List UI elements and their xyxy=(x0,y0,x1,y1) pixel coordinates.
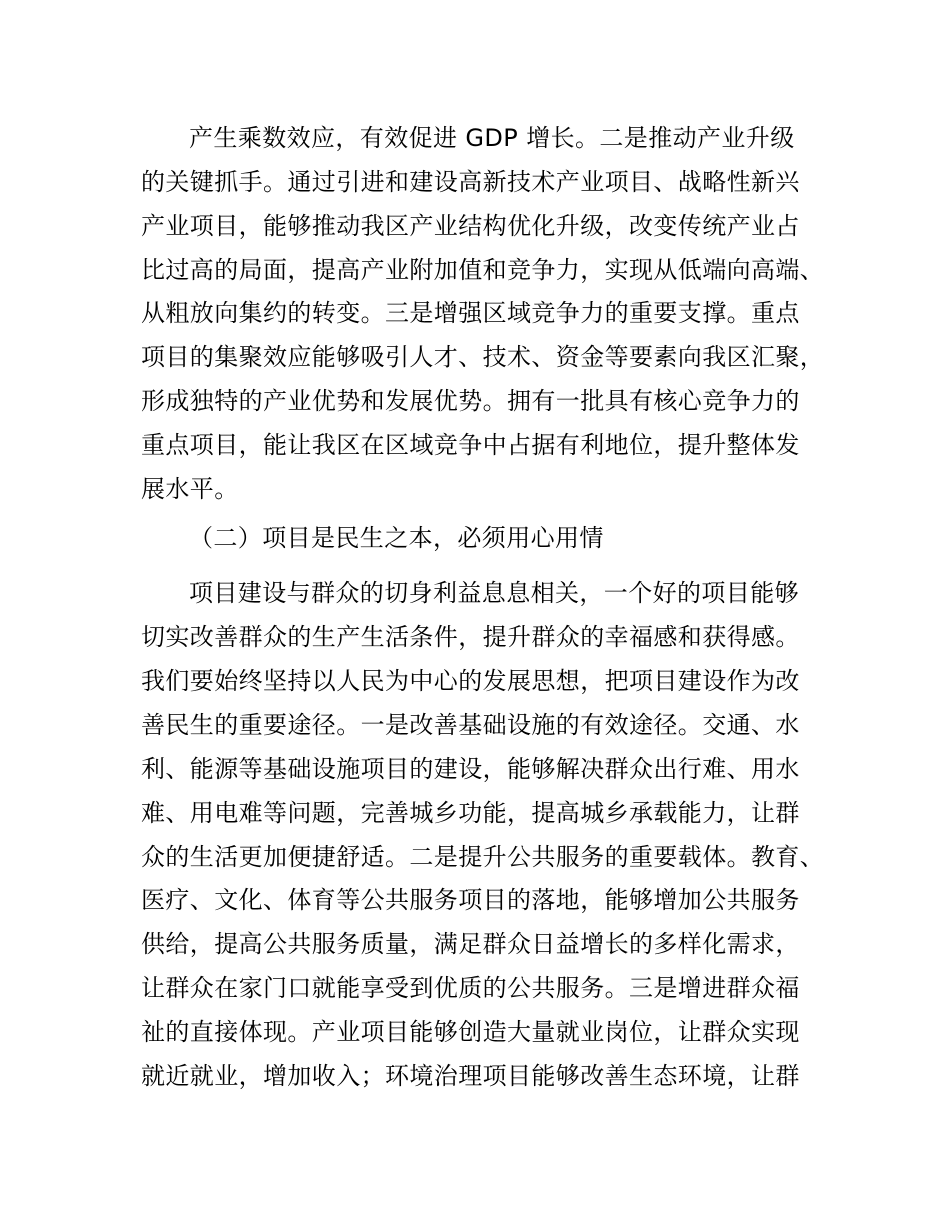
paragraph-line: 我们要始终坚持以人民为中心的发展思想，把项目建设作为改 xyxy=(141,667,800,695)
paragraph-line: 比过高的局面，提高产业附加值和竞争力，实现从低端向高端、 xyxy=(141,256,825,284)
paragraph-line: 从粗放向集约的转变。三是增强区域竞争力的重要支撑。重点 xyxy=(141,299,800,327)
paragraph-line: 切实改善群众的生产生活条件，提升群众的幸福感和获得感。 xyxy=(141,623,800,651)
paragraph-line: 重点项目，能让我区在区域竞争中占据有利地位，提升整体发 xyxy=(141,431,800,459)
paragraph-line: 利、能源等基础设施项目的建设，能够解决群众出行难、用水 xyxy=(141,755,800,783)
paragraph-line: 项目的集聚效应能够吸引人才、技术、资金等要素向我区汇聚， xyxy=(141,343,825,371)
paragraph-line: 祉的直接体现。产业项目能够创造大量就业岗位，让群众实现 xyxy=(141,1018,800,1046)
section-heading: （二）项目是民生之本，必须用心用情 xyxy=(189,524,604,552)
paragraph-line: 众的生活更加便捷舒适。二是提升公共服务的重要载体。教育、 xyxy=(141,843,825,871)
paragraph-line: 形成独特的产业优势和发展优势。拥有一批具有核心竞争力的 xyxy=(141,387,800,415)
paragraph-line: 展水平。 xyxy=(141,475,239,503)
paragraph-line: 难、用电难等问题，完善城乡功能，提高城乡承载能力，让群 xyxy=(141,799,800,827)
paragraph-line: 产业项目，能够推动我区产业结构优化升级，改变传统产业占 xyxy=(141,212,800,240)
paragraph-line: 的关键抓手。通过引进和建设高新技术产业项目、战略性新兴 xyxy=(141,168,800,196)
paragraph-line: 产生乘数效应，有效促进 GDP 增长。二是推动产业升级 xyxy=(189,124,795,152)
paragraph-line: 医疗、文化、体育等公共服务项目的落地，能够增加公共服务 xyxy=(141,886,800,914)
paragraph-line: 就近就业，增加收入；环境治理项目能够改善生态环境，让群 xyxy=(141,1062,800,1090)
paragraph-line: 项目建设与群众的切身利益息息相关，一个好的项目能够 xyxy=(189,579,799,607)
paragraph-line: 供给，提高公共服务质量，满足群众日益增长的多样化需求， xyxy=(141,930,800,958)
paragraph-line: 让群众在家门口就能享受到优质的公共服务。三是增进群众福 xyxy=(141,974,800,1002)
paragraph-line: 善民生的重要途径。一是改善基础设施的有效途径。交通、水 xyxy=(141,711,800,739)
